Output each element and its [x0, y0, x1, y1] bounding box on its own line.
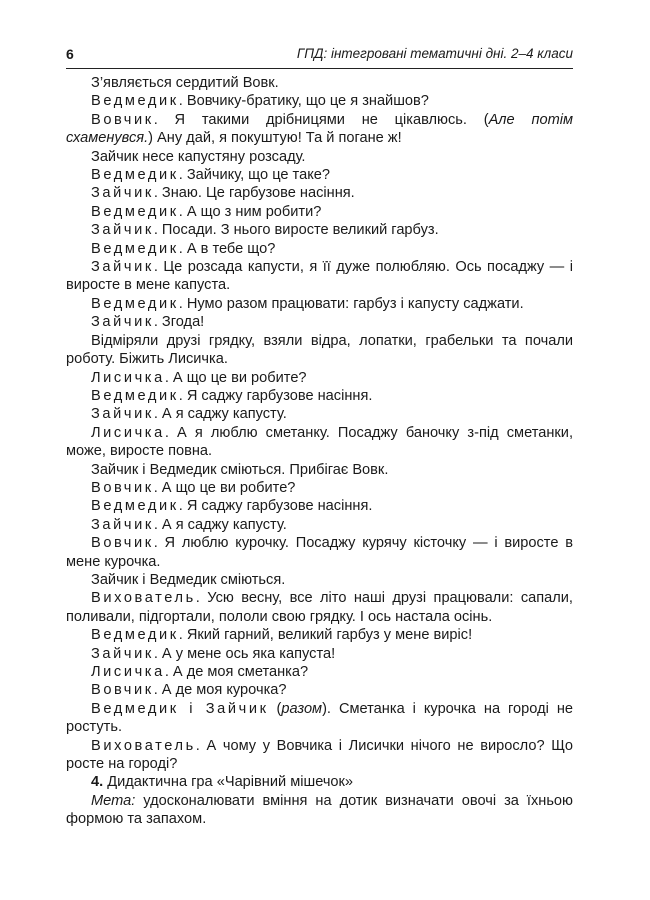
paragraph: [66, 534, 573, 571]
text-run: . Вовчику-братику, що це я знайшов?: [178, 93, 429, 110]
italic-text: Мета:: [91, 792, 136, 809]
paragraph: [66, 773, 573, 791]
item-number: 4.: [91, 774, 104, 791]
paragraph: [66, 258, 573, 295]
text-run: Відміряли друзі грядку, взяли відра, лопатки, грабельки та почали роботу. Біжить Лисичка.: [66, 332, 573, 368]
paragraph: [66, 645, 573, 663]
text-run: ). Сметанка і курочка на городі не ростуть.: [66, 700, 573, 736]
speaker-name: Зайчик: [91, 645, 154, 662]
text-run: . Я саджу гарбузове насіння.: [178, 387, 373, 404]
speaker-name: Зайчик: [91, 516, 154, 533]
speaker-name: Ведмедик: [91, 93, 179, 110]
speaker-name: Зайчик: [91, 259, 154, 276]
paragraph: [66, 737, 573, 774]
paragraph: [66, 295, 573, 313]
paragraph: [66, 589, 573, 626]
text-run: . А у мене ось яка капуста!: [153, 645, 336, 662]
paragraph: [66, 516, 573, 534]
speaker-name: Зайчик: [91, 406, 154, 423]
text-run: . А що це ви робите?: [153, 479, 296, 496]
paragraph: [66, 203, 573, 221]
paragraph: [66, 461, 573, 479]
speaker-name: Лисичка: [91, 369, 165, 386]
text-run: . Зайчику, що це таке?: [178, 167, 330, 184]
page-header: [66, 44, 573, 69]
text-run: . Який гарний, великий гарбуз у мене виріс!: [178, 627, 473, 644]
text-run: . Я такими дрібницями не цікавлюсь. (: [153, 111, 489, 128]
speaker-name: Ведмедик: [91, 627, 179, 644]
text-run: Зайчик несе капустяну розсаду.: [91, 148, 306, 165]
text-run: . Усю весну, все літо наші друзі працювали: сапали, поливали, підгортали, пололи свою грядку. І ось настала осінь.: [66, 590, 573, 625]
paragraph: [66, 74, 573, 92]
speaker-name: Вовчик: [91, 479, 154, 496]
speaker-name: Ведмедик: [91, 387, 179, 404]
text-run: . А я саджу капусту.: [153, 406, 287, 423]
speaker-name: Зайчик: [91, 185, 154, 202]
paragraph: [66, 497, 573, 515]
text-run: . А я люблю сметанку. Посаджу баночку з-під сметанки, може, виросте повна.: [66, 424, 573, 460]
text-run: . Нумо разом працювати: гарбуз і капусту саджати.: [178, 295, 524, 312]
paragraph: [66, 184, 573, 202]
text-run: . Згода!: [153, 314, 205, 331]
paragraph: [66, 387, 573, 405]
paragraph: [66, 240, 573, 258]
speaker-name: Лисичка: [91, 424, 165, 441]
text-run: (: [268, 700, 282, 717]
paragraph: [66, 332, 573, 369]
paragraph: [66, 681, 573, 699]
speaker-name: Ведмедик: [91, 167, 179, 184]
speaker-name: Вовчик: [91, 535, 154, 552]
page-number: 6: [66, 46, 74, 62]
text-run: . А що це ви робите?: [164, 369, 307, 386]
text-run: . А де моя курочка?: [153, 682, 287, 699]
text-run: . Це розсада капусти, я її дуже полюбляю. Ось посаджу — і виросте в мене капуста.: [66, 259, 573, 294]
text-run: Зайчик і Ведмедик сміються.: [91, 571, 286, 588]
paragraph: [66, 221, 573, 239]
text-run: . А я саджу капусту.: [153, 516, 287, 533]
body-text: [66, 74, 573, 829]
paragraph: [66, 369, 573, 387]
speaker-name: Ведмедик: [91, 295, 179, 312]
text-run: . Посади. З нього виросте великий гарбуз.: [153, 222, 439, 239]
speaker-name: Ведмедик: [91, 240, 179, 257]
text-run: . А що з ним робити?: [178, 203, 322, 220]
text-run: Дидактична гра «Чарівний мішечок»: [103, 774, 354, 791]
paragraph: [66, 663, 573, 681]
paragraph: [66, 111, 573, 148]
paragraph: [66, 700, 573, 737]
paragraph: [66, 313, 573, 331]
speaker-name: Вихователь: [91, 737, 196, 754]
paragraph: [66, 792, 573, 829]
speaker-name: Зайчик: [91, 222, 154, 239]
text-run: . Я саджу гарбузове насіння.: [178, 498, 373, 515]
speaker-name: Вихователь: [91, 590, 196, 607]
paragraph: [66, 92, 573, 110]
text-run: ) Ану дай, я покуштую! Та й погане ж!: [148, 130, 402, 147]
italic-text: Але потім схаменувся.: [66, 111, 574, 147]
paragraph: [66, 571, 573, 589]
text-run: . Знаю. Це гарбузове насіння.: [153, 185, 355, 202]
speaker-name: Ведмедик: [91, 203, 179, 220]
running-title: ГПД: інтегровані тематичні дні. 2–4 класи: [296, 46, 573, 61]
paragraph: [66, 405, 573, 423]
paragraph: [66, 166, 573, 184]
speaker-name: Зайчик: [91, 314, 154, 331]
text-run: удосконалювати вміння на дотик визначати овочі за їхньою формою та запахом.: [66, 792, 573, 828]
speaker-name: Ведмедик: [91, 498, 179, 515]
paragraph: [66, 424, 573, 461]
text-run: . Я люблю курочку. Посаджу курячу кісточку — і виросте в мене курочка.: [66, 535, 573, 570]
speaker-name: Ведмедик і Зайчик: [91, 700, 269, 717]
speaker-name: Вовчик: [91, 682, 154, 699]
text-run: . А чому у Вовчика і Лисички нічого не виросло? Що росте на городі?: [66, 737, 573, 773]
text-run: З’являється сердитий Вовк.: [91, 75, 279, 91]
text-run: . А де моя сметанка?: [164, 664, 309, 680]
paragraph: [66, 479, 573, 497]
speaker-name: Вовчик: [91, 111, 154, 128]
italic-text: разом: [281, 700, 323, 717]
paragraph: [66, 626, 573, 644]
paragraph: [66, 148, 573, 166]
speaker-name: Лисичка: [91, 664, 165, 680]
text-run: Зайчик і Ведмедик сміються. Прибігає Вовк.: [91, 461, 389, 478]
text-run: . А в тебе що?: [178, 240, 276, 257]
